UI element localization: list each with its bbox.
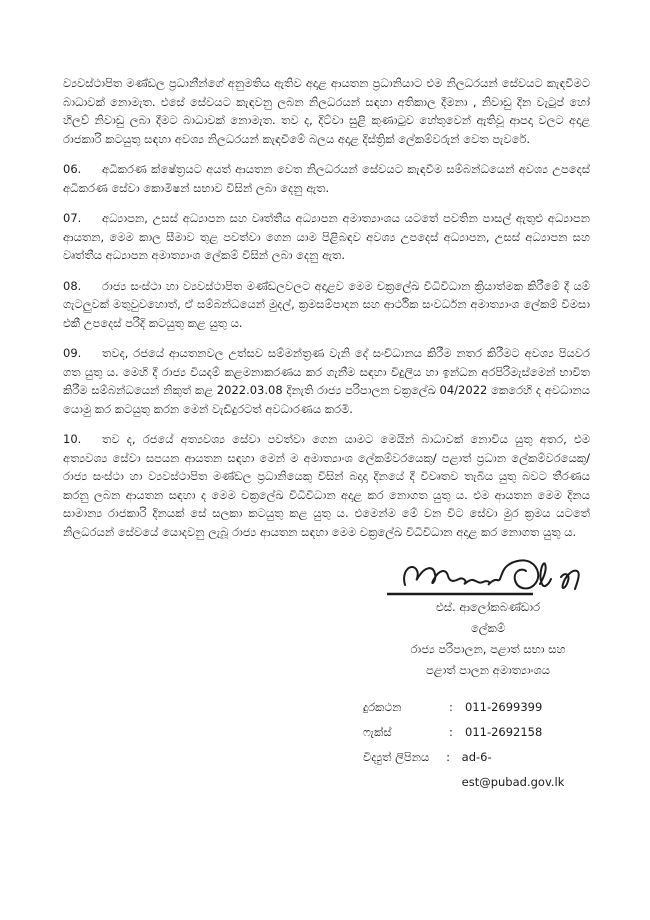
contact-row-email [363,745,590,795]
contact-row-telephone [363,695,590,720]
email-separator: : [446,750,451,764]
paragraph-06-number: 06. [63,162,82,176]
signatory-title: ලේකම් [470,621,506,635]
contact-block [363,695,590,795]
paragraph-07-number: 07. [63,211,82,225]
paragraph-09-number: 09. [63,346,82,360]
signatory-name: එස්. ආලෝකබණ්ඩාර [435,600,541,614]
telephone-value: 011-2699399 [465,700,543,714]
paragraph-09-text: තවද, රජයේ ආයතනවල උත්සව සම්මන්ත්‍රණ වැනි දේ සංවිධානය කිරීම නතර කිරීමට අවශ්‍ය පියවර ගත යුතු ය. මෙහි දී රාජ්‍ය වියදම් කළමනාකරණය කර ගැනීම සඳහා විදුලිය හා ඉන්ධන අරපිරිමැස්මෙන් භාවිත කිරීම සම්බන්ධයෙන් නිකුත් කළ 2022.03.08 දිනැති රාජ්‍ය පරිපාලන චක්‍රලේඛ 04/2022 කෙරෙහි ද අවධානය යොමු කර කටයුතු කරන මෙන් වැඩිදුරටත් අවධාරණය කරමි. [63,346,590,416]
paragraph-10-number: 10. [63,432,82,446]
paragraph-08-number: 08. [63,278,82,293]
paragraph-08 [63,277,590,333]
paragraph-07 [63,209,590,265]
telephone-separator: : [449,700,453,714]
paragraph-10 [63,430,590,541]
contact-row-fax [363,720,590,745]
ministry-name-line2: පළාත් පාලන අමාත්‍යාංශය [425,663,551,677]
paragraph-06-text: අධිකරණ ක්ෂේත්‍රයට අයත් ආයතන වෙත නිලධරයන් සේවයට කැඳවීම සම්බන්ධයෙන් අවශ්‍ය උපදෙස් අධිකරණ සේවා කොමිෂන් සභාව විසින් ලබා දෙනු ඇත. [63,162,590,195]
ministry-name-line1: රාජ්‍ය පරිපාලන, පළාත් සභා සහ [410,642,566,656]
telephone-label: දුරකථන [363,700,402,714]
paragraph-08-text: රාජ්‍ය සංස්ථා හා ව්‍යවස්ථාපිත මණ්ඩලවලට අදාළව මෙම චක්‍රලේඛ විධිවිධාන ක්‍රියාත්මක කිරීමේ දී යම් ගැටලුවක් මතුවුවහොත්, ඒ සම්බන්ධයෙන් මුදල්, ක්‍රමසම්පාදන සහ ආර්ථික සංවර්ධන අමාත්‍යාංශ ලේකම් විමසා එකී උපදෙස් පරිදි කටයුතු කළ යුතු ය. [63,278,590,330]
paragraph-06 [63,160,590,197]
email-value: ad-6-est@pubad.gov.lk [461,750,565,789]
signature-block [363,553,613,681]
paragraph-10-text: තව ද, රජයේ අත්‍යවශ්‍ය සේවා පවත්වා ගෙන යාමට මෙයින් බාධාවක් නොවිය යුතු අතර, එම අත්‍යවශ්‍ය සේවා සපයන ආයතන සඳහා මෙන් ම අමාත්‍යාංශ ලේකම්වරයෙකු/ පළාත් ප්‍රධාන ලේකම්වරයෙකු/ රාජ්‍ය සංස්ථා හා ව්‍යවස්ථාපිත මණ්ඩල ප්‍රධානියෙකු විසින් බදාදා දිනයේ දී විවෘතව තැබිය යුතු බවට තීරණය කරනු ලබන ආයතන සඳහා ද මෙම චක්‍රලේඛ විධිවිධාන අදාළ කර නොගත යුතු ය. එම ආයතන මෙම දිනය සාමාන්‍ය රාජකාරි දිනයක් සේ සලකා කටයුතු කළ යුතු ය. එමෙන්ම මේ වන විට සේවා මුර ක්‍රමය යටතේ නිලධරයන් සේවයේ යොදවනු ලැබූ රාජ්‍ය ආයතන සඳහා මෙම චක්‍රලේඛ විධිවිධාන අදාළ කර නොගත යුතු ය. [63,432,590,539]
paragraph-07-text: අධ්‍යාපන, උසස් අධ්‍යාපන සහ වෘත්තීය අධ්‍යාපන අමාත්‍යාංශය යටතේ පවතින පාසල් ඇතුළු අධ්‍යාපන ආයතන, මෙම කාල සීමාව තුළ පවත්වා ගෙන යාම පිළිබඳව අවශ්‍ය උපදෙස් අධ්‍යාපන, උසස් අධ්‍යාපන සහ වෘත්තීය අධ්‍යාපන අමාත්‍යාංශ ලේකම් විසින් ලබා දෙනු ඇත. [63,211,590,262]
handwritten-signature-icon [383,553,593,599]
paragraph-09 [63,344,590,418]
fax-value: 011-2692158 [465,725,543,739]
intro-paragraph: ව්‍යවස්ථාපිත මණ්ඩල ප්‍රධානීන්ගේ අනුමතිය ඇතිව අදාළ ආයතන ප්‍රධානියාට එම නිලධරයන් සේවයට කැඳවීමට බාධාවක් නොමැත. එසේ සේවයට කැඳවනු ලබන නිලධරයන් සඳහා අතිකාල දීමනා , නිවාඩු දින වැටුප් හෝ හිලව් නිවාඩු ලබා දීමට බාධාවක් නොමැත. තව ද, දිට්වා සුළි කුණාටුව හේතුවෙන් ඇතිවූ ආපදා වලට අදාළ රාජකාරි කටයුතු සඳහා අවශ්‍ය නිලධරයන් කැඳවීමේ බලය අදාළ දිස්ත්‍රික් ලේකම්වරුන් වෙත පැවරේ. [63,76,590,146]
email-label: විද්‍යුත් ලිපිනය [363,750,430,764]
fax-label: ෆැක්ස් [363,725,392,739]
document-content [63,74,590,795]
fax-separator: : [449,725,453,739]
